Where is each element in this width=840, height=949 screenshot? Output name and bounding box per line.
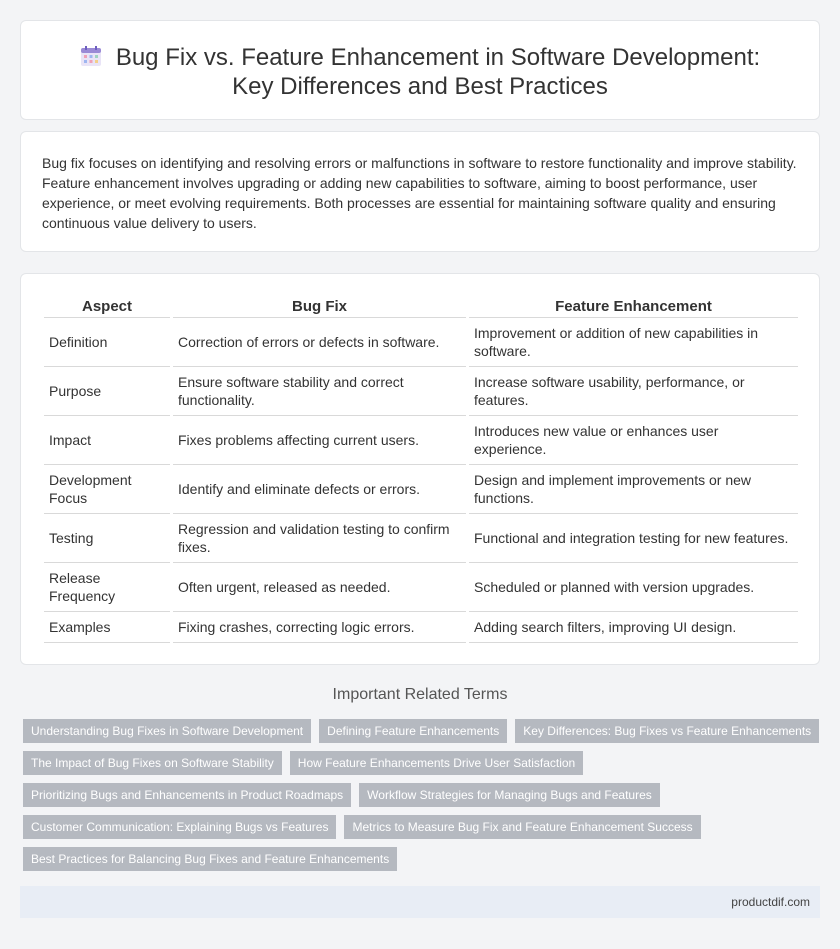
page-title: Bug Fix vs. Feature Enhancement in Software Development: Key Differences and Best Practices bbox=[115, 44, 761, 100]
header-feature-enhancement: Feature Enhancement bbox=[469, 294, 798, 318]
table-row bbox=[44, 612, 798, 643]
related-term-link[interactable]: Key Differences: Bug Fixes vs Feature Enhancements bbox=[515, 719, 819, 743]
table-cell-bug-fix: Identify and eliminate defects or errors. bbox=[173, 465, 466, 514]
table-row bbox=[44, 465, 798, 514]
table-cell-feature: Introduces new value or enhances user experience. bbox=[469, 416, 798, 465]
table-cell-bug-fix: Fixing crashes, correcting logic errors. bbox=[173, 612, 466, 643]
intro-paragraph: Bug fix focuses on identifying and resolving errors or malfunctions in software to restore functionality and improve stability. Feature enhancement involves upgrading or adding new capabilities to software, aiming to boost performance, user experience, or meet evolving requirements. Both processes are essential for maintaining software quality and ensuring continuous value delivery to users. bbox=[42, 155, 797, 231]
footer bbox=[20, 886, 820, 918]
table-cell-aspect: Release Frequency bbox=[44, 563, 170, 612]
table-cell-aspect: Testing bbox=[44, 514, 170, 563]
table-row bbox=[44, 563, 798, 612]
table-cell-feature: Scheduled or planned with version upgrades. bbox=[469, 563, 798, 612]
related-term-link[interactable]: Metrics to Measure Bug Fix and Feature Enhancement Success bbox=[344, 815, 700, 839]
tag-row bbox=[23, 719, 823, 743]
table-row bbox=[44, 514, 798, 563]
related-term-link[interactable]: Prioritizing Bugs and Enhancements in Product Roadmaps bbox=[23, 783, 351, 807]
table-cell-feature: Increase software usability, performance, or features. bbox=[469, 367, 798, 416]
tag-row bbox=[23, 847, 823, 871]
related-terms-list bbox=[23, 719, 823, 879]
table-cell-bug-fix: Correction of errors or defects in software. bbox=[173, 318, 466, 367]
table-cell-feature: Functional and integration testing for new features. bbox=[469, 514, 798, 563]
table-cell-bug-fix: Regression and validation testing to confirm fixes. bbox=[173, 514, 466, 563]
table-cell-aspect: Examples bbox=[44, 612, 170, 643]
calendar-icon bbox=[80, 45, 102, 67]
footer-site-link[interactable]: productdif.com bbox=[731, 895, 810, 909]
table-row bbox=[44, 416, 798, 465]
related-term-link[interactable]: How Feature Enhancements Drive User Satisfaction bbox=[290, 751, 583, 775]
related-term-link[interactable]: Best Practices for Balancing Bug Fixes and Feature Enhancements bbox=[23, 847, 397, 871]
page-title-wrap bbox=[61, 43, 779, 101]
header-bug-fix: Bug Fix bbox=[173, 294, 466, 318]
table-cell-bug-fix: Ensure software stability and correct functionality. bbox=[173, 367, 466, 416]
intro-card bbox=[20, 131, 820, 252]
related-term-link[interactable]: The Impact of Bug Fixes on Software Stability bbox=[23, 751, 282, 775]
related-term-link[interactable]: Customer Communication: Explaining Bugs vs Features bbox=[23, 815, 336, 839]
table-header-row bbox=[44, 294, 798, 318]
related-terms-title: Important Related Terms bbox=[332, 686, 508, 703]
table-cell-aspect: Definition bbox=[44, 318, 170, 367]
table-cell-bug-fix: Often urgent, released as needed. bbox=[173, 563, 466, 612]
tag-row bbox=[23, 783, 823, 807]
header-aspect: Aspect bbox=[44, 294, 170, 318]
table-cell-bug-fix: Fixes problems affecting current users. bbox=[173, 416, 466, 465]
related-term-link[interactable]: Workflow Strategies for Managing Bugs and Features bbox=[359, 783, 660, 807]
table-cell-feature: Design and implement improvements or new functions. bbox=[469, 465, 798, 514]
table-cell-aspect: Development Focus bbox=[44, 465, 170, 514]
table-cell-aspect: Impact bbox=[44, 416, 170, 465]
table-cell-feature: Adding search filters, improving UI design. bbox=[469, 612, 798, 643]
table-row bbox=[44, 318, 798, 367]
table-cell-aspect: Purpose bbox=[44, 367, 170, 416]
title-card bbox=[20, 20, 820, 120]
related-term-link[interactable]: Defining Feature Enhancements bbox=[319, 719, 507, 743]
comparison-table bbox=[41, 294, 801, 643]
tag-row bbox=[23, 815, 823, 839]
comparison-card bbox=[20, 273, 820, 665]
related-term-link[interactable]: Understanding Bug Fixes in Software Development bbox=[23, 719, 311, 743]
table-cell-feature: Improvement or addition of new capabilities in software. bbox=[469, 318, 798, 367]
table-row bbox=[44, 367, 798, 416]
tag-row bbox=[23, 751, 823, 775]
